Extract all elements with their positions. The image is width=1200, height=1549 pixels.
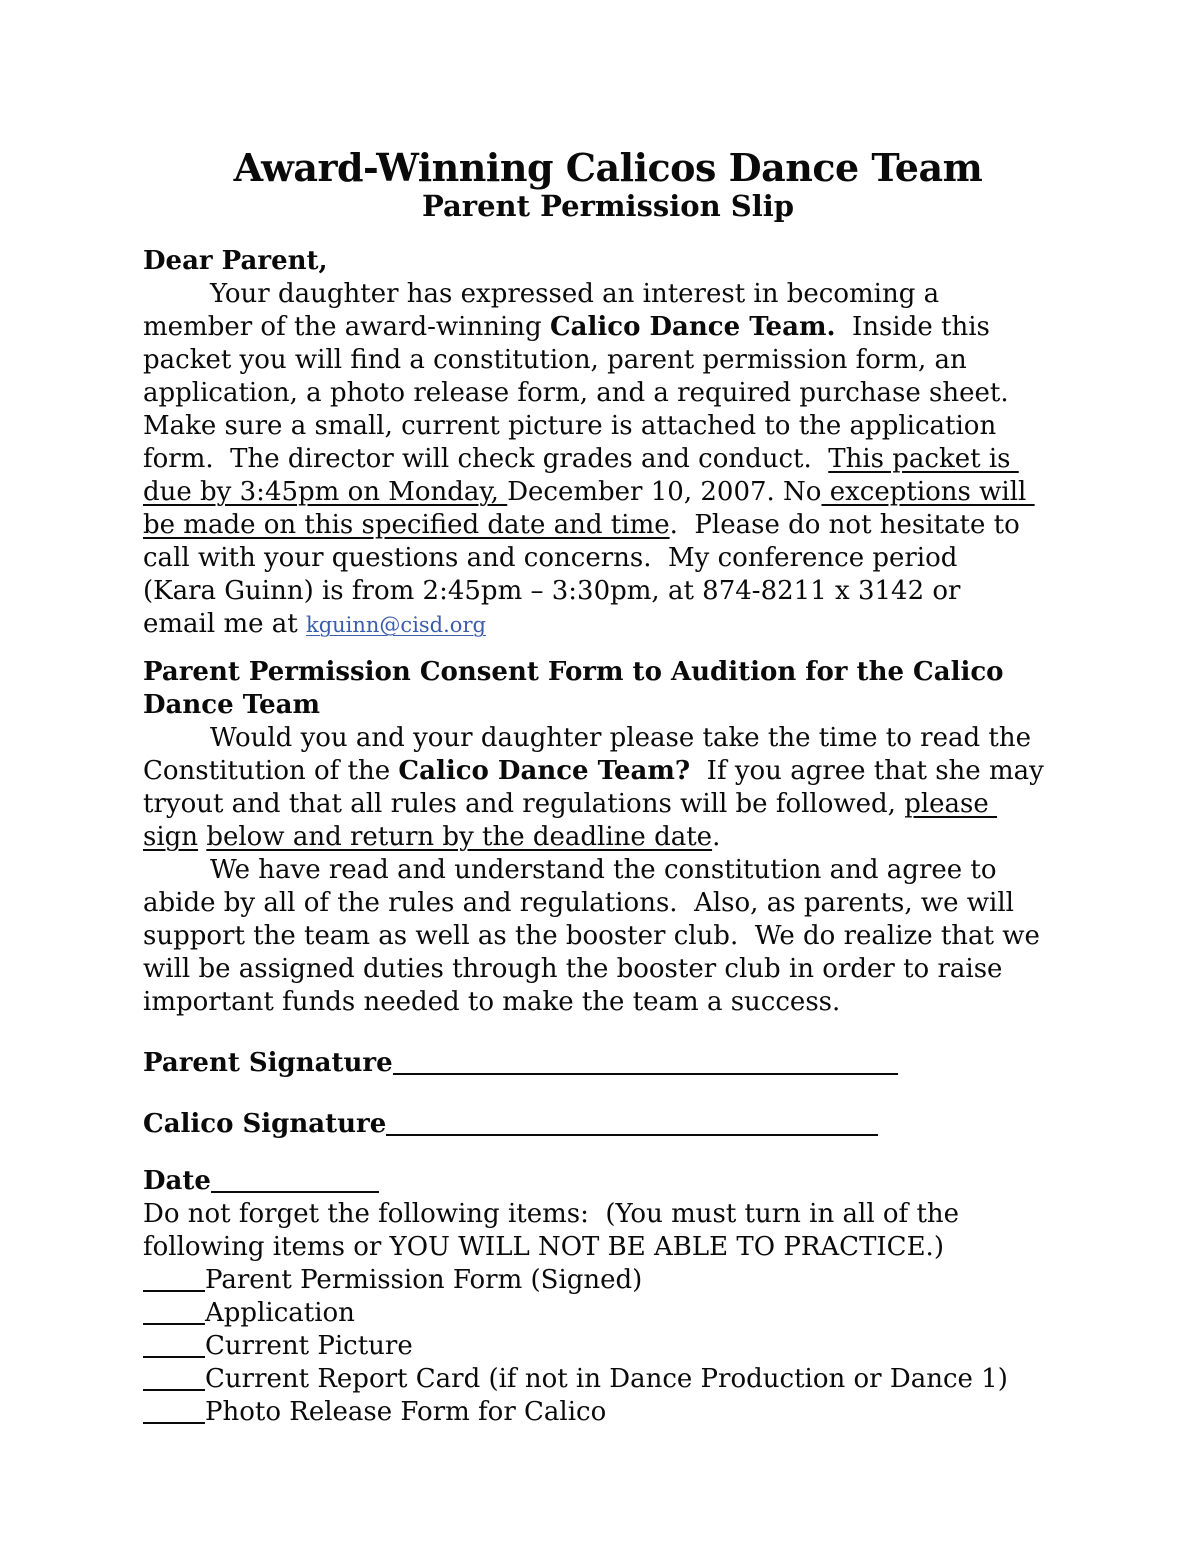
consent-heading [143, 656, 1073, 722]
checklist-item-label: Application [205, 1298, 355, 1328]
intro-text: packet you will find a constitution, parent permission form, an [143, 345, 967, 375]
text-line [143, 575, 1073, 608]
calico-signature-row [143, 1108, 1073, 1141]
spacer [143, 223, 1073, 245]
checklist-item [143, 1264, 1073, 1297]
date-label: Date [143, 1166, 211, 1196]
text-line [143, 788, 1073, 821]
spacer [143, 1141, 1073, 1165]
spacer [143, 642, 1073, 656]
calico-signature-label: Calico Signature [143, 1109, 387, 1139]
text-line [143, 1231, 1073, 1264]
text-line [143, 410, 1073, 443]
intro-text: . Please do not hesitate to [669, 510, 1020, 540]
consent-paragraph [143, 722, 1073, 854]
sign-below-underline: please [904, 789, 998, 819]
text-line [143, 443, 1073, 476]
deadline-underline: This packet is [828, 444, 1019, 474]
intro-text: December 10, 2007. No [507, 477, 822, 507]
text-line [143, 1198, 1073, 1231]
reminder-paragraph [143, 1198, 1073, 1264]
checklist-blank [143, 1290, 205, 1292]
checklist-blank [143, 1356, 205, 1358]
date-line [211, 1191, 379, 1193]
email-link[interactable]: kguinn@cisd.org [305, 613, 486, 637]
text-line [143, 986, 1073, 1019]
consent-text: . [712, 822, 721, 852]
text-line [143, 278, 1073, 311]
sign-below-underline: below and return by the deadline date [206, 822, 713, 852]
text-line [143, 887, 1073, 920]
deadline-underline: due by 3:45pm on Monday, [143, 477, 508, 507]
no-exceptions-underline: exceptions will [821, 477, 1035, 507]
checklist-item-label: Photo Release Form for Calico [205, 1397, 607, 1427]
checklist-item-label: Current Report Card (if not in Dance Production or Dance 1) [205, 1364, 1008, 1394]
intro-text: call with your questions and concerns. My conference period [143, 543, 958, 573]
checklist-item [143, 1330, 1073, 1363]
heading-line: Parent Permission Consent Form to Audition for the Calico [143, 657, 1004, 687]
checklist-item [143, 1396, 1073, 1429]
checklist-blank [143, 1389, 205, 1391]
intro-text: Your daughter has expressed an interest in becoming a [210, 279, 940, 309]
consent-text: tryout and that all rules and regulations will be followed, [143, 789, 905, 819]
intro-text: email me at [143, 609, 306, 639]
consent-text: If you agree that she may [690, 756, 1044, 786]
checklist-blank [143, 1422, 205, 1424]
intro-paragraph [143, 278, 1073, 642]
sign-below-underline: sign [143, 822, 199, 852]
date-row [143, 1165, 1073, 1198]
checklist [143, 1264, 1073, 1429]
agreement-text: will be assigned duties through the booster club in order to raise [143, 954, 1003, 984]
intro-text: (Kara Guinn) is from 2:45pm – 3:30pm, at 874-8211 x 3142 or [143, 576, 961, 606]
document-title: Award-Winning Calicos Dance Team [233, 145, 983, 190]
text-line [143, 476, 1073, 509]
intro-text: Make sure a small, current picture is attached to the application [143, 411, 997, 441]
checklist-blank [143, 1323, 205, 1325]
checklist-item-label: Parent Permission Form (Signed) [205, 1265, 643, 1295]
text-line [143, 509, 1073, 542]
reminder-text: following items or YOU WILL NOT BE ABLE TO PRACTICE.) [143, 1232, 944, 1262]
intro-text: Inside this [835, 312, 990, 342]
heading-line: Dance Team [143, 690, 320, 720]
text-line [143, 344, 1073, 377]
no-exceptions-underline: be made on this specified date and time [143, 510, 670, 540]
reminder-text: Do not forget the following items: (You must turn in all of the [143, 1199, 960, 1229]
team-name-bold: Calico Dance Team? [398, 756, 691, 786]
text-line [143, 722, 1073, 755]
salutation: Dear Parent, [143, 246, 328, 276]
document-subtitle: Parent Permission Slip [421, 189, 795, 223]
agreement-text: support the team as well as the booster club. We do realize that we [143, 921, 1040, 951]
intro-text: form. The director will check grades and conduct. [143, 444, 829, 474]
text-line [143, 755, 1073, 788]
checklist-item [143, 1363, 1073, 1396]
agreement-text: abide by all of the rules and regulations. Also, as parents, we will [143, 888, 1014, 918]
consent-text: Would you and your daughter please take the time to read the [210, 723, 1031, 753]
text-line [143, 542, 1073, 575]
text-line [143, 953, 1073, 986]
text-line [143, 821, 1073, 854]
spacer [143, 1019, 1073, 1047]
text-line [143, 608, 1073, 642]
agreement-text: important funds needed to make the team a success. [143, 987, 841, 1017]
parent-signature-row [143, 1047, 1073, 1080]
checklist-item [143, 1297, 1073, 1330]
parent-signature-label: Parent Signature [143, 1048, 393, 1078]
checklist-item-label: Current Picture [205, 1331, 413, 1361]
text-line [143, 311, 1073, 344]
team-name-bold: Calico Dance Team. [549, 312, 836, 342]
intro-text: member of the award-winning [143, 312, 550, 342]
text-line [143, 854, 1073, 887]
agreement-text: We have read and understand the constitution and agree to [210, 855, 997, 885]
consent-text: Constitution of the [143, 756, 399, 786]
intro-text: application, a photo release form, and a required purchase sheet. [143, 378, 1009, 408]
agreement-paragraph [143, 854, 1073, 1019]
spacer [143, 1080, 1073, 1108]
calico-signature-line [386, 1134, 878, 1136]
text-line [143, 377, 1073, 410]
text-line [143, 920, 1073, 953]
parent-signature-line [393, 1073, 898, 1075]
